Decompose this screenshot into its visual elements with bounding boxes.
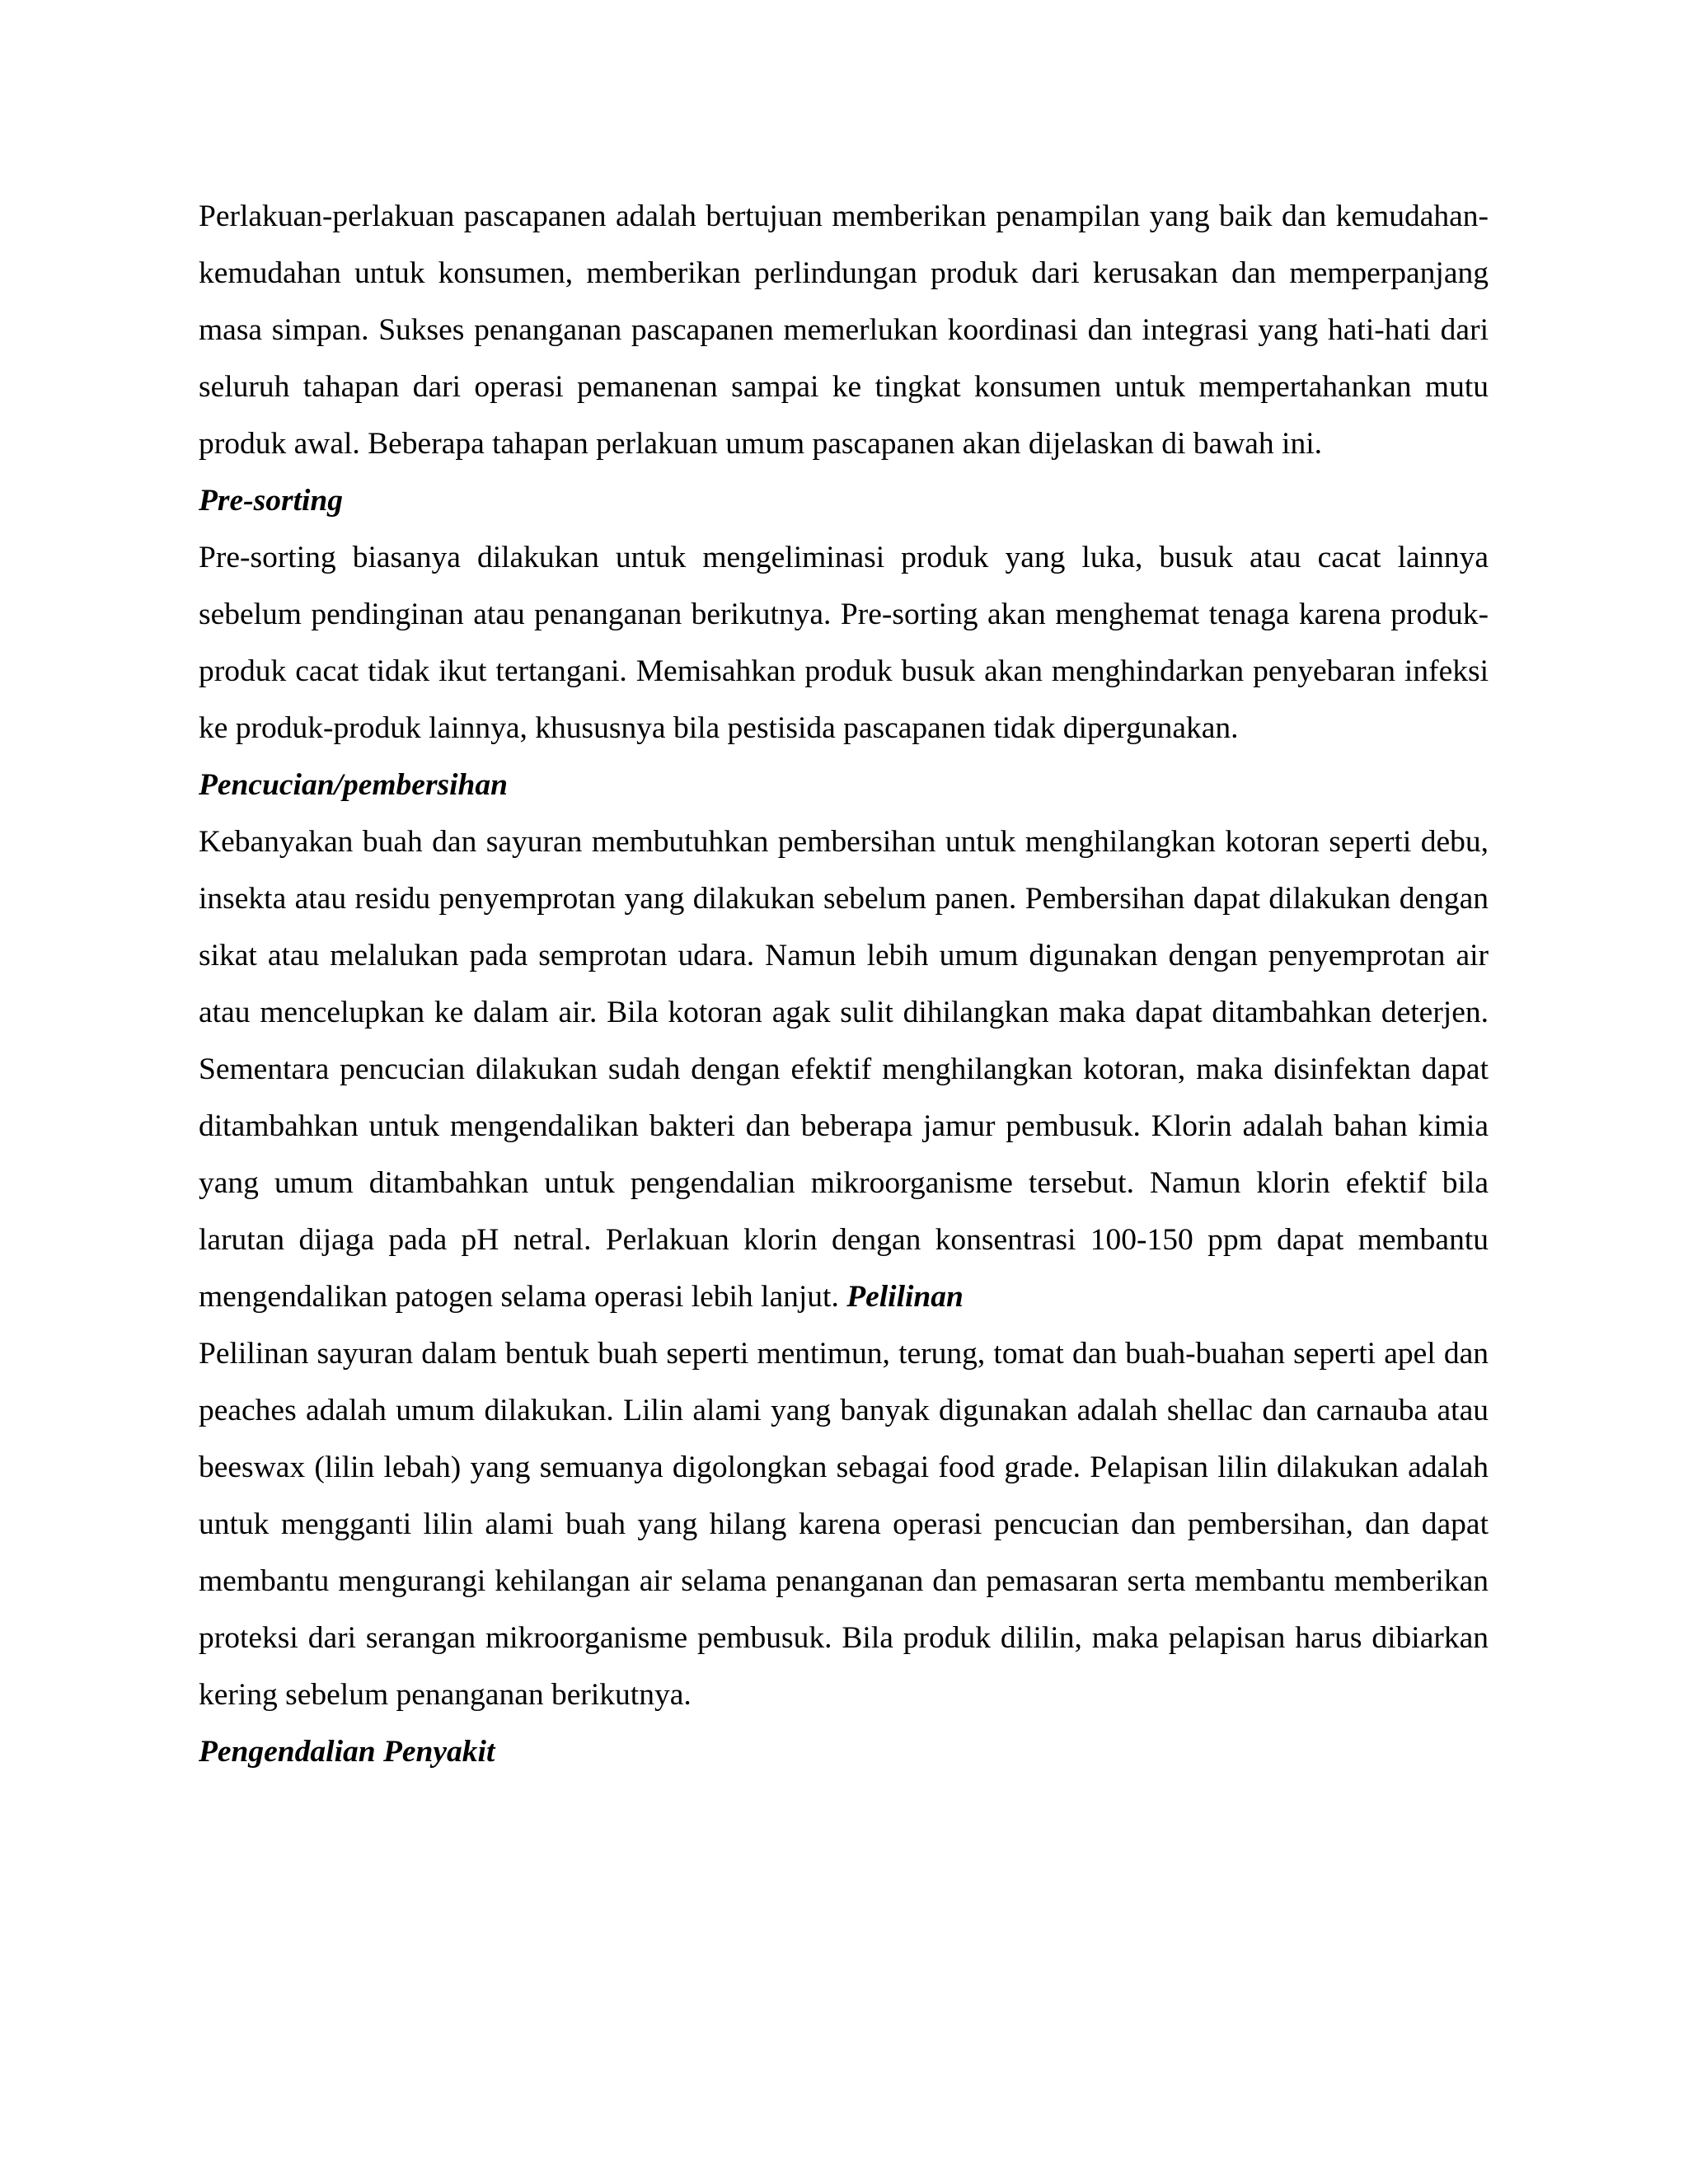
presorting-paragraph: Pre-sorting biasanya dilakukan untuk mengeliminasi produk yang luka, busuk atau cacat lainnya sebelum pendinginan atau penanganan berikutnya. Pre-sorting akan menghemat tenaga karena produk-produk cacat tidak ikut tertangani. Memisahkan produk busuk akan menghindarkan penyebaran infeksi ke produk-produk lainnya, khususnya bila pestisida pascapanen tidak dipergunakan. bbox=[199, 541, 1489, 745]
pelilinan-paragraph: Pelilinan sayuran dalam bentuk buah seperti mentimun, terung, tomat dan buah-buahan seperti apel dan peaches adalah umum dilakukan. Lilin alami yang banyak digunakan adalah shellac dan carnauba atau beeswax (lilin lebah) yang semuanya digolongkan sebagai food grade. Pelapisan lilin dilakukan adalah untuk mengganti lilin alami buah yang hilang karena operasi pencucian dan pembersihan, dan dapat membantu mengurangi kehilangan air selama penanganan dan pemasaran serta membantu memberikan proteksi dari serangan mikroorganisme pembusuk. Bila produk dililin, maka pelapisan harus dibiarkan kering sebelum penanganan berikutnya. bbox=[199, 1337, 1489, 1712]
intro-paragraph: Perlakuan-perlakuan pascapanen adalah bertujuan memberikan penampilan yang baik dan kemudahan-kemudahan untuk konsumen, memberikan perlindungan produk dari kerusakan dan memperpanjang masa simpan. Sukses penanganan pascapanen memerlukan koordinasi dan integrasi yang hati-hati dari seluruh tahapan dari operasi pemanenan sampai ke tingkat konsumen untuk mempertahankan mutu produk awal. Beberapa tahapan perlakuan umum pascapanen akan dijelaskan di bawah ini. bbox=[199, 199, 1489, 461]
heading-presorting: Pre-sorting bbox=[199, 484, 344, 518]
heading-pencucian: Pencucian/pembersihan bbox=[199, 768, 509, 802]
pencucian-paragraph bbox=[199, 813, 1489, 1325]
heading-pelilinan: Pelilinan bbox=[846, 1280, 964, 1314]
heading-pengendalian-penyakit: Pengendalian Penyakit bbox=[199, 1735, 495, 1769]
document-page bbox=[199, 188, 1489, 1780]
pencucian-body: Kebanyakan buah dan sayuran membutuhkan pembersihan untuk menghilangkan kotoran seperti debu, insekta atau residu penyemprotan yang dilakukan sebelum panen. Pembersihan dapat dilakukan dengan sikat atau melalukan pada semprotan udara. Namun lebih umum digunakan dengan penyemprotan air atau mencelupkan ke dalam air. Bila kotoran agak sulit dihilangkan maka dapat ditambahkan deterjen. Sementara pencucian dilakukan sudah dengan efektif menghilangkan kotoran, maka disinfektan dapat ditambahkan untuk mengendalikan bakteri dan beberapa jamur pembusuk. Klorin adalah bahan kimia yang umum ditambahkan untuk pengendalian mikroorganisme tersebut. Namun klorin efektif bila larutan dijaga pada pH netral. Perlakuan klorin dengan konsentrasi 100-150 ppm dapat membantu mengendalikan patogen selama operasi lebih lanjut. bbox=[199, 825, 1489, 1314]
